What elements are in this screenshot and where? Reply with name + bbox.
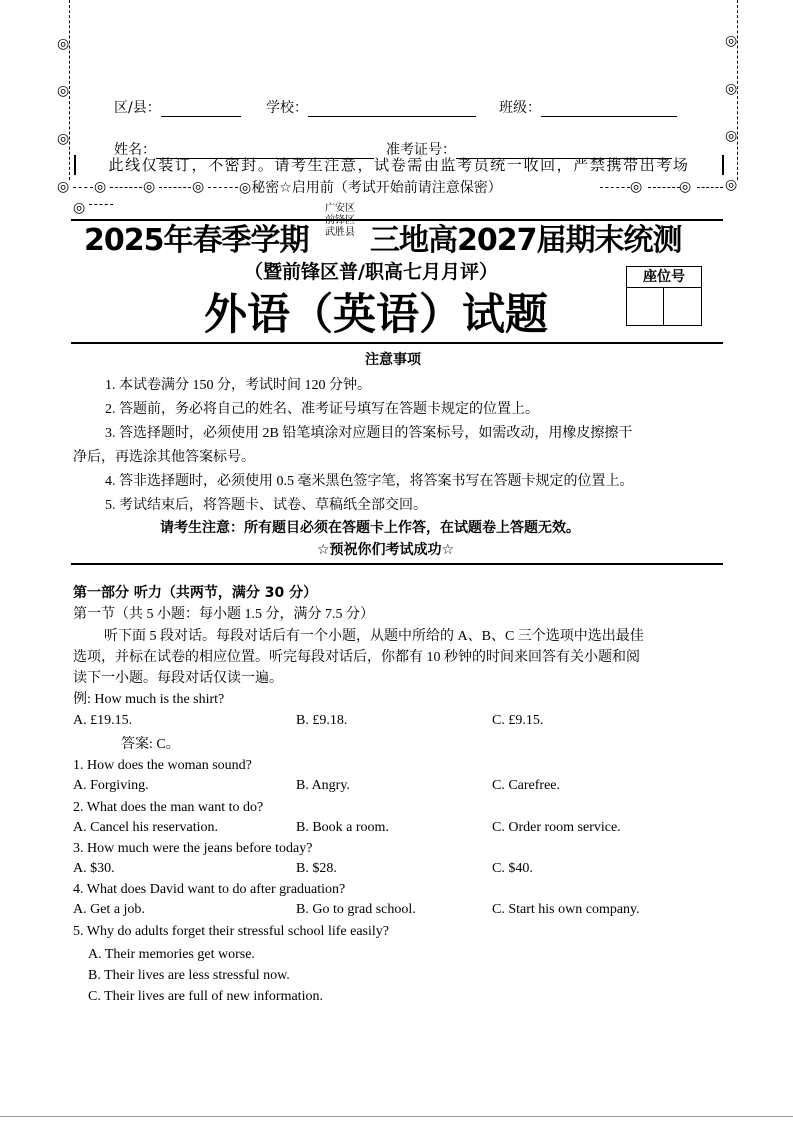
binding-ring-icon: ◎ bbox=[725, 177, 738, 193]
notice-rule bbox=[71, 563, 723, 565]
question-5: 5. Why do adults forget their stressful school life easily? bbox=[73, 924, 389, 939]
class-label: 班级： bbox=[499, 100, 541, 116]
binding-ring-icon: ◎ bbox=[57, 83, 70, 99]
binding-ring-icon: ◎ bbox=[725, 33, 738, 49]
good-luck-wish: ☆预祝你们考试成功☆ bbox=[317, 542, 455, 558]
binding-ring-icon: ◎ bbox=[57, 131, 70, 147]
subtitle: （暨前锋区普/职高七月月评） bbox=[244, 261, 498, 283]
instruction-line: 读下一小题。每段对话仅读一遍。 bbox=[73, 671, 283, 686]
option-c: C. Their lives are full of new information. bbox=[88, 989, 323, 1004]
option-b: B. £9.18. bbox=[296, 713, 348, 728]
option-b: B. Go to grad school. bbox=[296, 902, 416, 917]
binding-ring-icon: ◎ bbox=[679, 179, 692, 195]
answer-warning: 请考生注意：所有题目必须在答题卡上作答，在试题卷上答题无效。 bbox=[160, 520, 580, 536]
question-4: 4. What does David want to do after graduation? bbox=[73, 882, 346, 897]
title-right: 三地高2027届期末统测 bbox=[370, 223, 682, 258]
binding-ring-icon: ◎ bbox=[192, 179, 205, 195]
region-name: 广安区 bbox=[325, 203, 355, 214]
instruction-line: 听下面 5 段对话。每段对话后有一个小题，从题中所给的 A、B、C 三个选项中选出最佳 bbox=[104, 629, 644, 644]
option-a: A. Forgiving. bbox=[73, 778, 149, 793]
school-field[interactable] bbox=[308, 102, 476, 117]
notice-item: 2. 答题前，务必将自己的姓名、准考证号填写在答题卡规定的位置上。 bbox=[105, 402, 539, 417]
seal-line-box bbox=[74, 155, 724, 175]
section1-title: 第一节（共 5 小题：每小题 1.5 分，满分 7.5 分） bbox=[73, 607, 374, 622]
district-label: 区/县： bbox=[114, 100, 161, 116]
notice-item: 1. 本试卷满分 150 分，考试时间 120 分钟。 bbox=[105, 378, 371, 393]
binding-ring-icon: ◎ bbox=[57, 36, 70, 52]
question-1: 1. How does the woman sound? bbox=[73, 758, 252, 773]
binding-ring-icon: ◎ bbox=[630, 179, 643, 195]
option-c: C. £9.15. bbox=[492, 713, 544, 728]
notice-item: 3. 答选择题时，必须使用 2B 铅笔填涂对应题目的答案标号，如需改动，用橡皮擦擦干 bbox=[105, 426, 633, 441]
district-field[interactable] bbox=[161, 102, 241, 117]
binding-ring-icon: ◎ bbox=[725, 81, 738, 97]
binding-ring-icon: ◎ bbox=[143, 179, 156, 195]
district-field-group bbox=[114, 97, 241, 117]
instruction-line: 选项，并标在试卷的相应位置。听完每段对话后，你都有 10 秒钟的时间来回答有关小题和阅 bbox=[73, 650, 640, 665]
option-c: C. $40. bbox=[492, 861, 533, 876]
option-b: B. Book a room. bbox=[296, 820, 389, 835]
seat-number-box[interactable] bbox=[626, 266, 702, 326]
option-a: A. £19.15. bbox=[73, 713, 133, 728]
name-label: 姓名： bbox=[114, 142, 156, 158]
notice-list bbox=[73, 374, 723, 518]
question-2: 2. What does the man want to do? bbox=[73, 800, 264, 815]
section1-instructions bbox=[73, 626, 723, 689]
option-a: A. Get a job. bbox=[73, 902, 145, 917]
question-5-options bbox=[88, 944, 323, 1007]
option-a: A. Cancel his reservation. bbox=[73, 820, 219, 835]
binding-ring-icon: ◎ bbox=[725, 128, 738, 144]
main-title: 外语（英语）试题 bbox=[204, 290, 548, 340]
region-name: 前锋区 bbox=[325, 215, 355, 226]
example-answer: 答案: C。 bbox=[121, 737, 180, 752]
page-bottom-rule bbox=[0, 1116, 793, 1117]
notice-heading: 注意事项 bbox=[365, 352, 421, 368]
part1-title: 第一部分 听力（共两节，满分 30 分） bbox=[73, 585, 318, 601]
binding-ring-icon: ◎ bbox=[94, 179, 107, 195]
seat-number-label: 座位号 bbox=[627, 267, 701, 288]
school-field-group bbox=[266, 97, 476, 117]
notice-item: 净后，再选涂其他答案标号。 bbox=[73, 450, 255, 465]
title-left: 2025年春季学期 bbox=[84, 223, 309, 258]
region-stack bbox=[320, 203, 360, 239]
region-name: 武胜县 bbox=[325, 227, 355, 238]
option-b: B. $28. bbox=[296, 861, 337, 876]
option-b: B. Their lives are less stressful now. bbox=[88, 968, 290, 983]
seal-line-text: 此线仅装订，不密封。请考生注意，试卷需由监考员统一收回，严禁携带出考场 bbox=[108, 156, 690, 174]
notice-item: 5. 考试结束后，将答题卡、试卷、草稿纸全部交回。 bbox=[105, 498, 427, 513]
option-a: A. Their memories get worse. bbox=[88, 947, 255, 962]
secret-line: ◎秘密☆启用前（考试开始前请注意保密） bbox=[239, 180, 502, 196]
class-field-group bbox=[499, 97, 677, 117]
option-c: C. Order room service. bbox=[492, 820, 621, 835]
option-c: C. Start his own company. bbox=[492, 902, 640, 917]
question-3: 3. How much were the jeans before today? bbox=[73, 841, 313, 856]
option-c: C. Carefree. bbox=[492, 778, 561, 793]
class-field[interactable] bbox=[541, 102, 677, 117]
binding-ring-icon: ◎ bbox=[57, 179, 70, 195]
example-question: 例: How much is the shirt? bbox=[73, 692, 225, 707]
option-b: B. Angry. bbox=[296, 778, 350, 793]
option-a: A. $30. bbox=[73, 861, 115, 876]
title-rule bbox=[71, 342, 723, 344]
notice-item: 4. 答非选择题时，必须使用 0.5 毫米黑色签字笔，将答案书写在答题卡规定的位置上。 bbox=[105, 474, 634, 489]
school-label: 学校： bbox=[266, 100, 308, 116]
binding-ring-icon: ◎ bbox=[73, 200, 86, 216]
exam-no-label: 准考证号： bbox=[386, 142, 456, 158]
